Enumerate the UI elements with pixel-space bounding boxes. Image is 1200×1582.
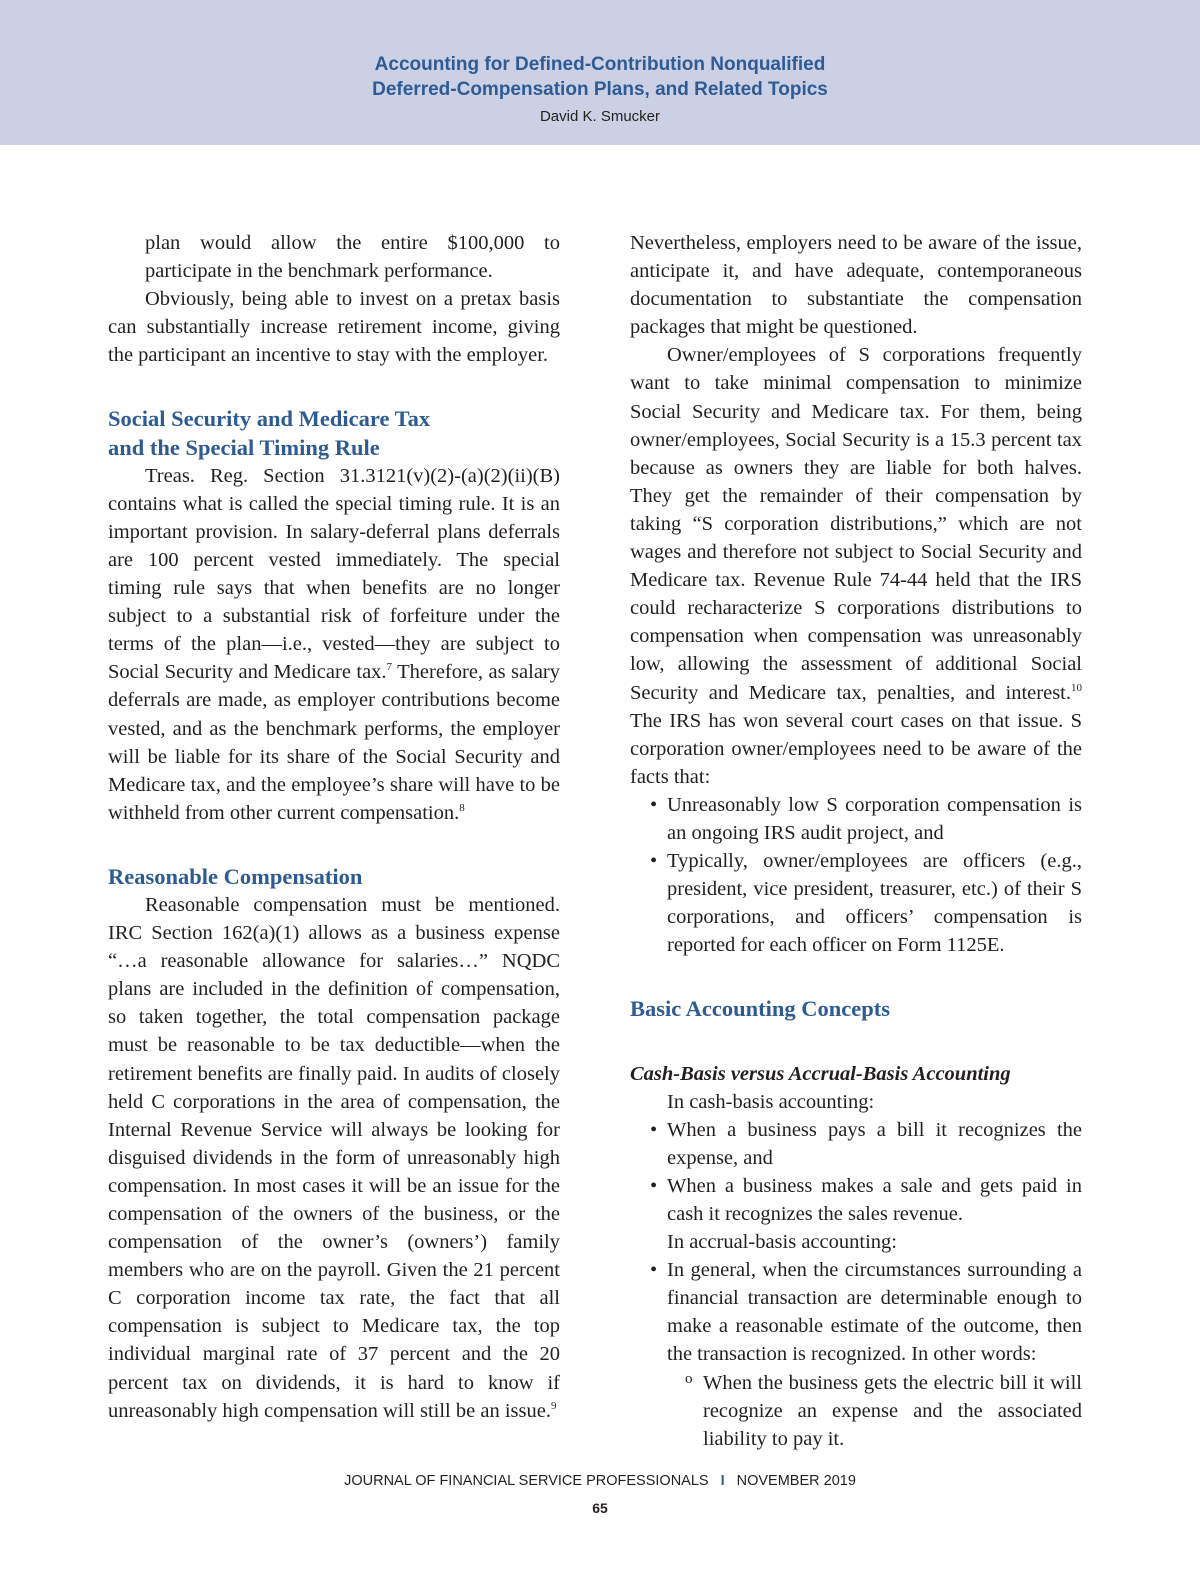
paragraph-s-corporations-text-b: The IRS has won several court cases on that issue. S corporation owner/employees need to be aware of the facts that:	[630, 709, 1082, 788]
list-item: • When a business pays a bill it recognizes the expense, and	[630, 1116, 1082, 1172]
accrual-basis-bullet-list	[630, 1256, 1082, 1368]
paragraph-special-timing-rule-text-a: Treas. Reg. Section 31.3121(v)(2)-(a)(2)(ii)(B) contains what is called the special timing rule. It is an important provision. In salary-deferral plans deferrals are 100 percent vested immediately. The special timing rule says that when benefits are no longer subject to a substantial risk of forfeiture under the terms of the plan—i.e., vested—they are subject to Social Security and Medicare tax.	[108, 464, 560, 684]
accrual-sub-bullet-list	[630, 1369, 1082, 1453]
article-title	[0, 52, 1200, 102]
article-author: David K. Smucker	[539, 108, 661, 125]
page-footer	[0, 1473, 1200, 1489]
paragraph-pretax-basis: Obviously, being able to invest on a pretax basis can substantially increase retirement income, giving the participant an incentive to stay with the employer.	[108, 288, 560, 367]
footer-separator: I	[720, 1473, 725, 1489]
paragraph-s-corporations	[630, 341, 1082, 791]
list-item: • Unreasonably low S corporation compensation is an ongoing IRS audit project, and	[630, 791, 1082, 847]
spacer	[108, 369, 560, 405]
spacer	[108, 827, 560, 863]
footnote-ref-10: 10	[1071, 681, 1082, 694]
footnote-ref-7: 7	[386, 661, 393, 674]
heading-social-security	[108, 405, 560, 461]
paragraph-reasonable-compensation-text: Reasonable compensation must be mentioned. IRC Section 162(a)(1) allows as a business expense “…a reasonable allowance for salaries…” NQDC plans are included in the definition of compensation, so taken together, the total compensation package must be reasonable to be tax deductible—when the retirement benefits are finally paid. In audits of closely held C corporations in the area of compensation, the Internal Revenue Service will always be looking for disguised dividends in the form of unreasonably high compensation. In most cases it will be an issue for the compensation of the owners of the business, or the compensation of the owner’s (owners’) family members who are on the payroll. Given the 21 percent C corporation income tax rate, the fact that all compensation is subject to Medicare tax, the top individual marginal rate of 37 percent and the 20 percent tax on dividends, it is hard to know if unreasonably high compensation will still be an issue.	[108, 893, 560, 1422]
list-item: o When the business gets the electric bill it will recognize an expense and the associated liability to pay it.	[630, 1369, 1082, 1453]
left-column	[108, 229, 560, 1425]
journal-name: JOURNAL OF FINANCIAL SERVICE PROFESSIONALS	[344, 1473, 709, 1489]
heading-social-security-line-1: Social Security and Medicare Tax	[108, 406, 431, 432]
page-number: 65	[592, 1500, 608, 1516]
article-title-line-1: Accounting for Defined-Contribution Nonqualified	[374, 54, 826, 75]
paragraph-cash-intro: In cash-basis accounting:	[667, 1090, 875, 1113]
subheading-cash-vs-accrual: Cash-Basis versus Accrual-Basis Accounting	[630, 1062, 1011, 1085]
issue-date: NOVEMBER 2019	[736, 1473, 856, 1489]
footnote-ref-9: 9	[550, 1399, 557, 1412]
heading-social-security-line-2: and the Special Timing Rule	[108, 434, 380, 460]
heading-basic-accounting-concepts: Basic Accounting Concepts	[630, 996, 891, 1022]
paragraph-continuation: plan would allow the entire $100,000 to participate in the benchmark performance.	[145, 232, 560, 283]
paragraph-special-timing-rule	[108, 462, 560, 827]
spacer	[630, 959, 1082, 995]
right-column	[630, 229, 1082, 1453]
paragraph-special-timing-rule-text-b: Therefore, as salary deferrals are made, as employer contributions become vested, and as the benchmark performs, the employer will be liable for its share of the Social Security and Medicare tax, and the employee’s share will have to be withheld from other current compensation.	[108, 661, 560, 824]
paragraph-s-corporations-text-a: Owner/employees of S corporations frequently want to take minimal compensation to minimize Social Security and Medicare tax. For them, being owner/employees, Social Security is a 15.3 percent tax because as owners they are liable for both halves. They get the remainder of their compensation by taking “S corporation distributions,” which are not wages and therefore not subject to Social Security and Medicare tax. Revenue Rule 74-44 held that the IRS could recharacterize S corporations distributions to compensation when compensation was unreasonably low, allowing the assessment of additional Social Security and Medicare tax, penalties, and interest.	[630, 344, 1082, 704]
heading-reasonable-compensation: Reasonable Compensation	[108, 863, 363, 889]
header-band	[0, 0, 1200, 145]
facts-bullet-list	[630, 791, 1082, 960]
paragraph-reasonable-compensation	[108, 891, 560, 1425]
footnote-ref-8: 8	[459, 801, 465, 814]
cash-basis-bullet-list	[630, 1116, 1082, 1228]
list-item: • In general, when the circumstances surrounding a financial transaction are determinable enough to make a reasonable estimate of the outcome, then the transaction is recognized. In other words:	[630, 1256, 1082, 1368]
article-title-line-2: Deferred-Compensation Plans, and Related Topics	[372, 79, 828, 100]
spacer	[630, 1024, 1082, 1060]
list-item: • Typically, owner/employees are officers (e.g., president, vice president, treasurer, etc.) of their S corporations, and officers’ compensation is reported for each officer on Form 1125E.	[630, 847, 1082, 959]
list-item: • When a business makes a sale and gets paid in cash it recognizes the sales revenue.	[630, 1172, 1082, 1228]
paragraph-accrual-intro: In accrual-basis accounting:	[667, 1231, 897, 1254]
paragraph-nevertheless: Nevertheless, employers need to be aware of the issue, anticipate it, and have adequate, contemporaneous documentation to substantiate the compensation packages that might be questioned.	[630, 232, 1082, 339]
